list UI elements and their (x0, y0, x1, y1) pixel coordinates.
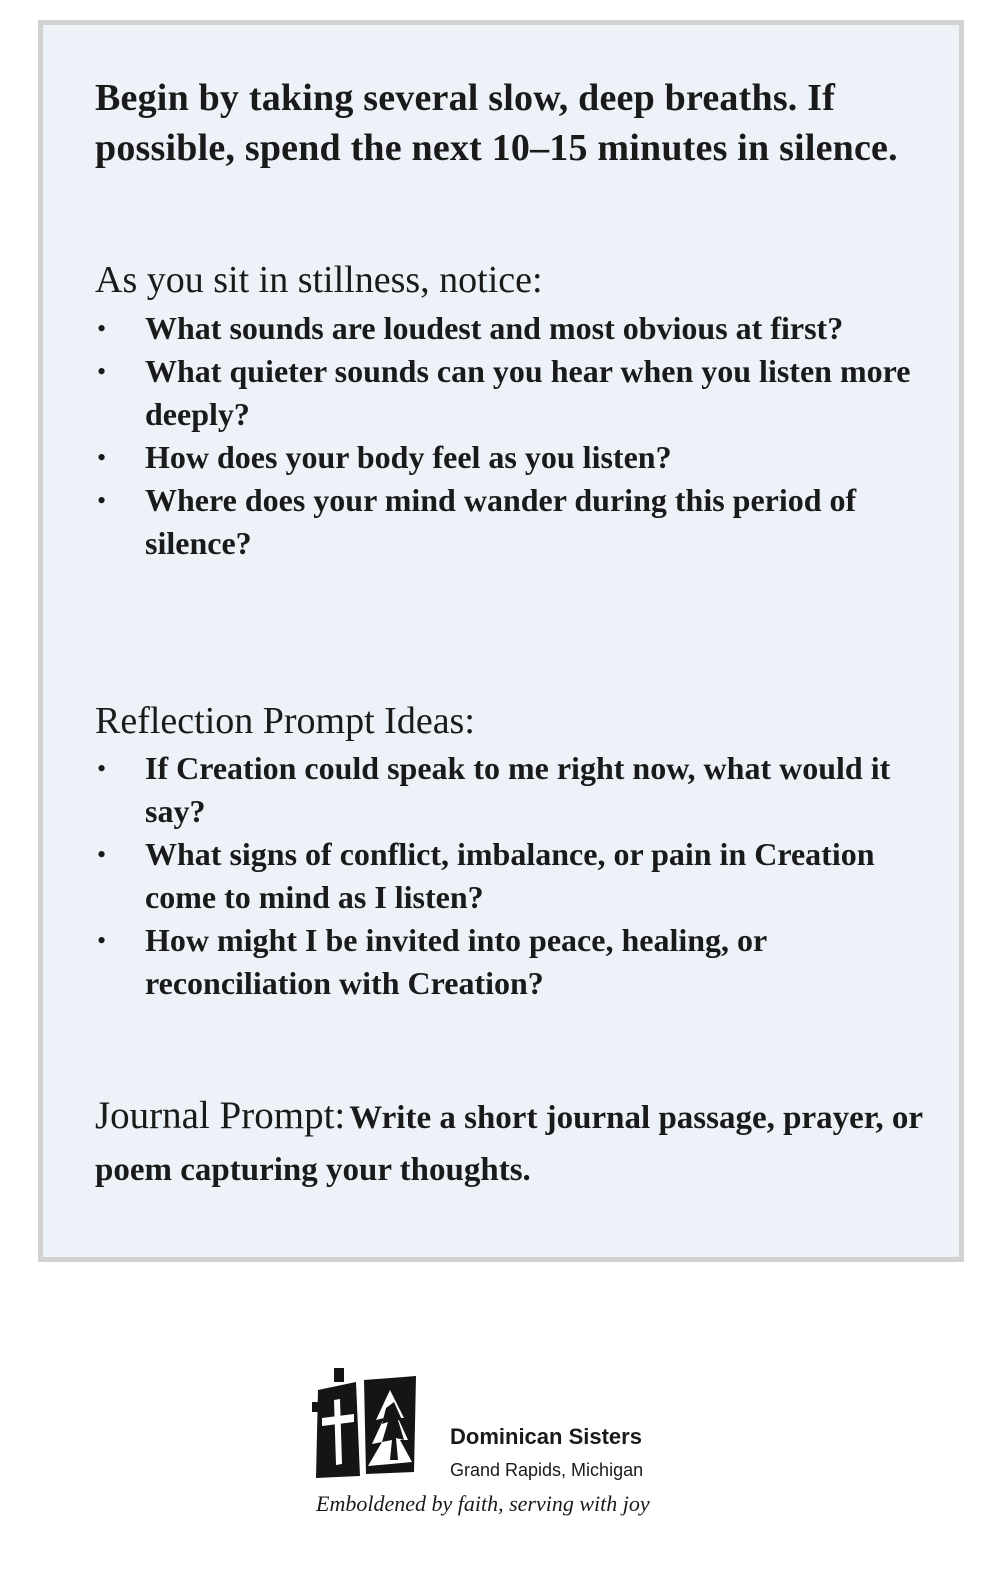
list-item (95, 307, 925, 350)
reflection-panel (38, 20, 964, 1262)
list-item-text: If Creation could speak to me right now, what would it say? (145, 750, 891, 829)
journal-prompt (95, 1093, 925, 1199)
org-location: Grand Rapids, Michigan (450, 1460, 644, 1480)
journal-text: Write a short journal passage, prayer, or poem capturing your thoughts. (95, 1100, 923, 1188)
list-item (95, 436, 925, 479)
stillness-heading: As you sit in stillness, notice: (95, 259, 543, 301)
list-item-text: What sounds are loudest and most obvious at first? (145, 310, 844, 346)
stillness-list (95, 307, 925, 565)
footer (0, 1360, 1006, 1560)
list-item (95, 833, 925, 919)
list-item (95, 919, 925, 1005)
list-item (95, 747, 925, 833)
org-name: Dominican Sisters (450, 1424, 642, 1449)
list-item-text: How might I be invited into peace, healing, or reconciliation with Creation? (145, 922, 767, 1001)
reflection-list (95, 747, 925, 1005)
tagline: Emboldened by faith, serving with joy (316, 1491, 650, 1516)
bullet-icon: • (97, 443, 107, 472)
list-item-text: Where does your mind wander during this period of silence? (145, 482, 857, 561)
bullet-icon: • (97, 314, 107, 343)
dominican-cross-tree-logo-icon (312, 1368, 420, 1480)
bullet-icon: • (97, 840, 107, 869)
bullet-icon: • (97, 754, 107, 783)
bullet-icon: • (97, 486, 107, 515)
list-item (95, 350, 925, 436)
intro-text: Begin by taking several slow, deep breaths. If possible, spend the next 10–15 minutes in silence. (95, 77, 898, 169)
bullet-icon: • (97, 926, 107, 955)
list-item-text: What signs of conflict, imbalance, or pain in Creation come to mind as I listen? (145, 836, 875, 915)
list-item-text: What quieter sounds can you hear when you listen more deeply? (145, 353, 911, 432)
journal-label: Journal Prompt: (95, 1094, 346, 1137)
list-item-text: How does your body feel as you listen? (145, 439, 672, 475)
bullet-icon: • (97, 357, 107, 386)
list-item (95, 479, 925, 565)
reflection-heading: Reflection Prompt Ideas: (95, 700, 475, 742)
